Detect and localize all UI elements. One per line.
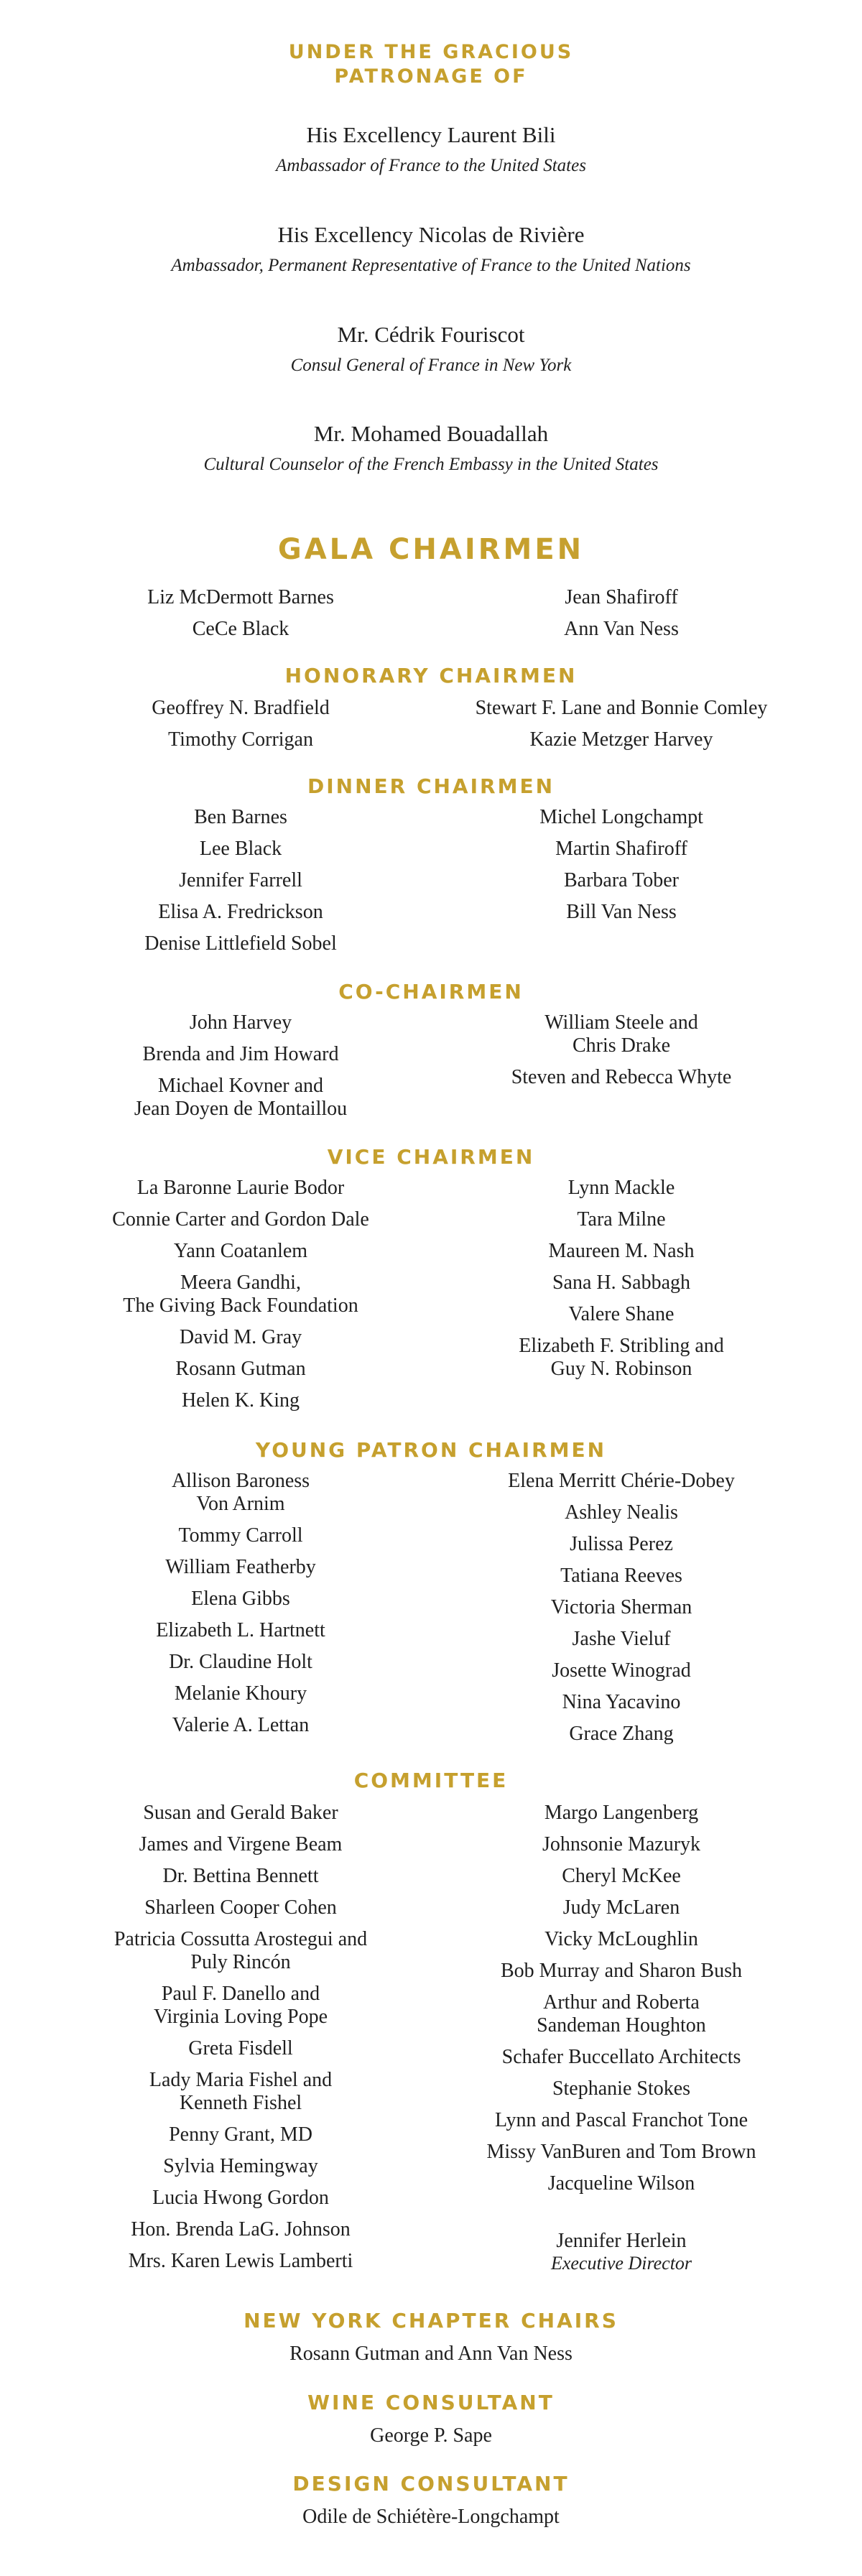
person-name: Josette Winograd	[552, 1659, 691, 1682]
person-name: Martin Shafiroff	[555, 838, 687, 860]
person-name: Margo Langenberg	[544, 1802, 699, 1824]
person-name: Vicky McLoughlin	[544, 1928, 698, 1950]
committee-left-column	[54, 1802, 427, 2281]
person-name: Paul F. Danello and Virginia Loving Pope	[153, 1983, 328, 2028]
gala-chairmen-left-column	[54, 586, 427, 649]
gala-chairmen-right-column	[435, 586, 808, 649]
design-consultant-name: Odile de Schiétère-Longchampt	[302, 2506, 560, 2528]
person-name: William Featherby	[165, 1556, 316, 1578]
patron-title: Ambassador, Permanent Representative of France to the United Nations	[171, 256, 691, 275]
person-name: Elena Merritt Chérie-Dobey	[508, 1470, 735, 1492]
person-name: Susan and Gerald Baker	[143, 1802, 338, 1824]
patron-title: Cultural Counselor of the French Embassy in the United States	[203, 455, 659, 474]
patron-entry	[0, 121, 862, 178]
person-name: Elena Gibbs	[191, 1588, 290, 1610]
person-name: Connie Carter and Gordon Dale	[112, 1208, 369, 1231]
person-name: David M. Gray	[179, 1326, 302, 1348]
person-name: Patricia Cossutta Arostegui and Puly Rincón	[113, 1928, 368, 1973]
ny-chapter-chairs-heading: NEW YORK CHAPTER CHAIRS	[244, 2309, 618, 2332]
person-name: Dr. Bettina Bennett	[162, 1865, 319, 1887]
person-name: Melanie Khoury	[174, 1682, 307, 1705]
person-name: Yann Coatanlem	[173, 1240, 308, 1262]
design-consultant-heading: DESIGN CONSULTANT	[292, 2472, 570, 2496]
person-name: Schafer Buccellato Architects	[501, 2046, 741, 2068]
person-name: Liz McDermott Barnes	[147, 586, 334, 608]
person-name: Stephanie Stokes	[552, 2077, 691, 2100]
person-name: Barbara Tober	[563, 869, 679, 891]
person-name: Helen K. King	[181, 1389, 300, 1412]
person-name: Sylvia Hemingway	[163, 2155, 318, 2177]
patron-name: Mr. Mohamed Bouadallah	[313, 421, 549, 446]
patron-name: Mr. Cédrik Fouriscot	[337, 322, 525, 347]
patron-name: His Excellency Nicolas de Rivière	[277, 222, 585, 247]
person-name: Allison Baroness Von Arnim	[171, 1470, 310, 1515]
person-name: Victoria Sherman	[550, 1596, 692, 1618]
vice-chairmen-heading: VICE CHAIRMEN	[327, 1145, 535, 1169]
person-name: Elizabeth L. Hartnett	[156, 1619, 325, 1641]
person-name: Meera Gandhi, The Giving Back Foundation	[123, 1271, 358, 1317]
patron-title: Consul General of France in New York	[290, 356, 572, 375]
patron-entry	[0, 320, 862, 378]
wine-consultant-heading: WINE CONSULTANT	[307, 2391, 555, 2414]
honorary-chairmen-right-column	[435, 697, 808, 760]
vice-chairmen-left-column	[54, 1177, 427, 1421]
honorary-chairmen-left-column	[54, 697, 427, 760]
patron-entry	[0, 420, 862, 477]
person-name: Arthur and Roberta Sandeman Houghton	[537, 1991, 706, 2037]
person-name: Ashley Nealis	[565, 1501, 678, 1524]
person-name: Lady Maria Fishel and Kenneth Fishel	[149, 2069, 333, 2114]
person-name: Missy VanBuren and Tom Brown	[486, 2141, 756, 2163]
person-name: Jennifer Farrell	[179, 869, 302, 891]
person-name: Brenda and Jim Howard	[142, 1043, 339, 1065]
person-name: Bill Van Ness	[566, 901, 677, 923]
person-name: Denise Littlefield Sobel	[144, 932, 337, 955]
patron-title: Ambassador of France to the United States	[276, 156, 586, 175]
person-name: CeCe Black	[192, 618, 289, 640]
co-chairmen-heading: CO-CHAIRMEN	[338, 980, 524, 1004]
person-name: Michael Kovner and Jean Doyen de Montaillou	[134, 1075, 348, 1120]
person-name: Johnsonie Mazuryk	[542, 1833, 701, 1855]
person-name: Valere Shane	[568, 1303, 675, 1325]
person-name: Stewart F. Lane and Bonnie Comley	[475, 697, 768, 719]
person-name: Lynn Mackle	[567, 1177, 675, 1199]
person-name: Mrs. Karen Lewis Lamberti	[128, 2250, 353, 2272]
person-name: Kazie Metzger Harvey	[529, 728, 713, 751]
person-name: William Steele and Chris Drake	[544, 1011, 698, 1057]
person-name: Tara Milne	[577, 1208, 666, 1231]
person-name: Lucia Hwong Gordon	[152, 2187, 329, 2209]
wine-consultant-name: George P. Sape	[370, 2424, 492, 2447]
person-name: Grace Zhang	[569, 1723, 674, 1745]
committee-right-column	[435, 1802, 808, 2306]
dinner-chairmen-right-column	[435, 806, 808, 932]
person-name: Valerie A. Lettan	[172, 1714, 310, 1736]
co-chairmen-left-column	[54, 1011, 427, 1129]
person-name: Lynn and Pascal Franchot Tone	[494, 2109, 749, 2131]
person-name: Julissa Perez	[570, 1533, 673, 1555]
honorary-chairmen-heading: HONORARY CHAIRMEN	[284, 664, 578, 687]
patron-entry	[0, 221, 862, 278]
person-name: Maureen M. Nash	[548, 1240, 695, 1262]
person-name: Cheryl McKee	[562, 1865, 681, 1887]
person-name: Ann Van Ness	[564, 618, 679, 640]
person-name: Elizabeth F. Stribling and Guy N. Robinson	[519, 1335, 724, 1380]
person-name: John Harvey	[189, 1011, 292, 1034]
person-name: James and Virgene Beam	[139, 1833, 343, 1855]
committee-heading: COMMITTEE	[353, 1769, 509, 1792]
person-name: Jashe Vieluf	[572, 1628, 671, 1650]
gala-chairmen-heading: GALA CHAIRMEN	[277, 533, 585, 566]
dinner-chairmen-heading: DINNER CHAIRMEN	[307, 774, 555, 798]
person-name: Rosann Gutman	[175, 1358, 306, 1380]
director-name: Jennifer Herlein	[556, 2230, 687, 2252]
person-name: Bob Murray and Sharon Bush	[501, 1960, 742, 1982]
person-name: Steven and Rebecca Whyte	[511, 1066, 732, 1088]
person-name: Timothy Corrigan	[168, 728, 313, 751]
person-name: Elisa A. Fredrickson	[158, 901, 323, 923]
person-name: Penny Grant, MD	[169, 2123, 312, 2146]
director-role: Executive Director	[550, 2253, 692, 2274]
person-name: Lee Black	[199, 838, 282, 860]
person-name: La Baronne Laurie Bodor	[136, 1177, 345, 1199]
young-patron-left-column	[54, 1470, 427, 1746]
co-chairmen-right-column	[435, 1011, 808, 1098]
young-patron-chairmen-heading: YOUNG PATRON CHAIRMEN	[255, 1438, 607, 1462]
person-name: Tommy Carroll	[178, 1524, 303, 1547]
person-name: Greta Fisdell	[188, 2037, 293, 2060]
person-name: Nina Yacavino	[562, 1691, 681, 1713]
vice-chairmen-right-column	[435, 1177, 808, 1389]
patron-name: His Excellency Laurent Bili	[306, 122, 556, 147]
person-name: Sharleen Cooper Cohen	[144, 1896, 337, 1919]
person-name: Judy McLaren	[562, 1896, 680, 1919]
person-name: Geoffrey N. Bradfield	[152, 697, 330, 719]
person-name: Michel Longchampt	[539, 806, 703, 828]
person-name: Jean Shafiroff	[565, 586, 678, 608]
young-patron-right-column	[435, 1470, 808, 1754]
executive-director	[435, 2207, 808, 2297]
dinner-chairmen-left-column	[54, 806, 427, 964]
person-name: Jacqueline Wilson	[547, 2172, 695, 2195]
person-name: Hon. Brenda LaG. Johnson	[131, 2218, 351, 2241]
person-name: Tatiana Reeves	[560, 1565, 682, 1587]
patronage-heading: UNDER THE GRACIOUS PATRONAGE OF	[288, 41, 574, 88]
ny-chapter-chairs-names: Rosann Gutman and Ann Van Ness	[289, 2343, 573, 2365]
person-name: Sana H. Sabbagh	[552, 1271, 691, 1294]
person-name: Dr. Claudine Holt	[169, 1651, 312, 1673]
person-name: Ben Barnes	[194, 806, 287, 828]
